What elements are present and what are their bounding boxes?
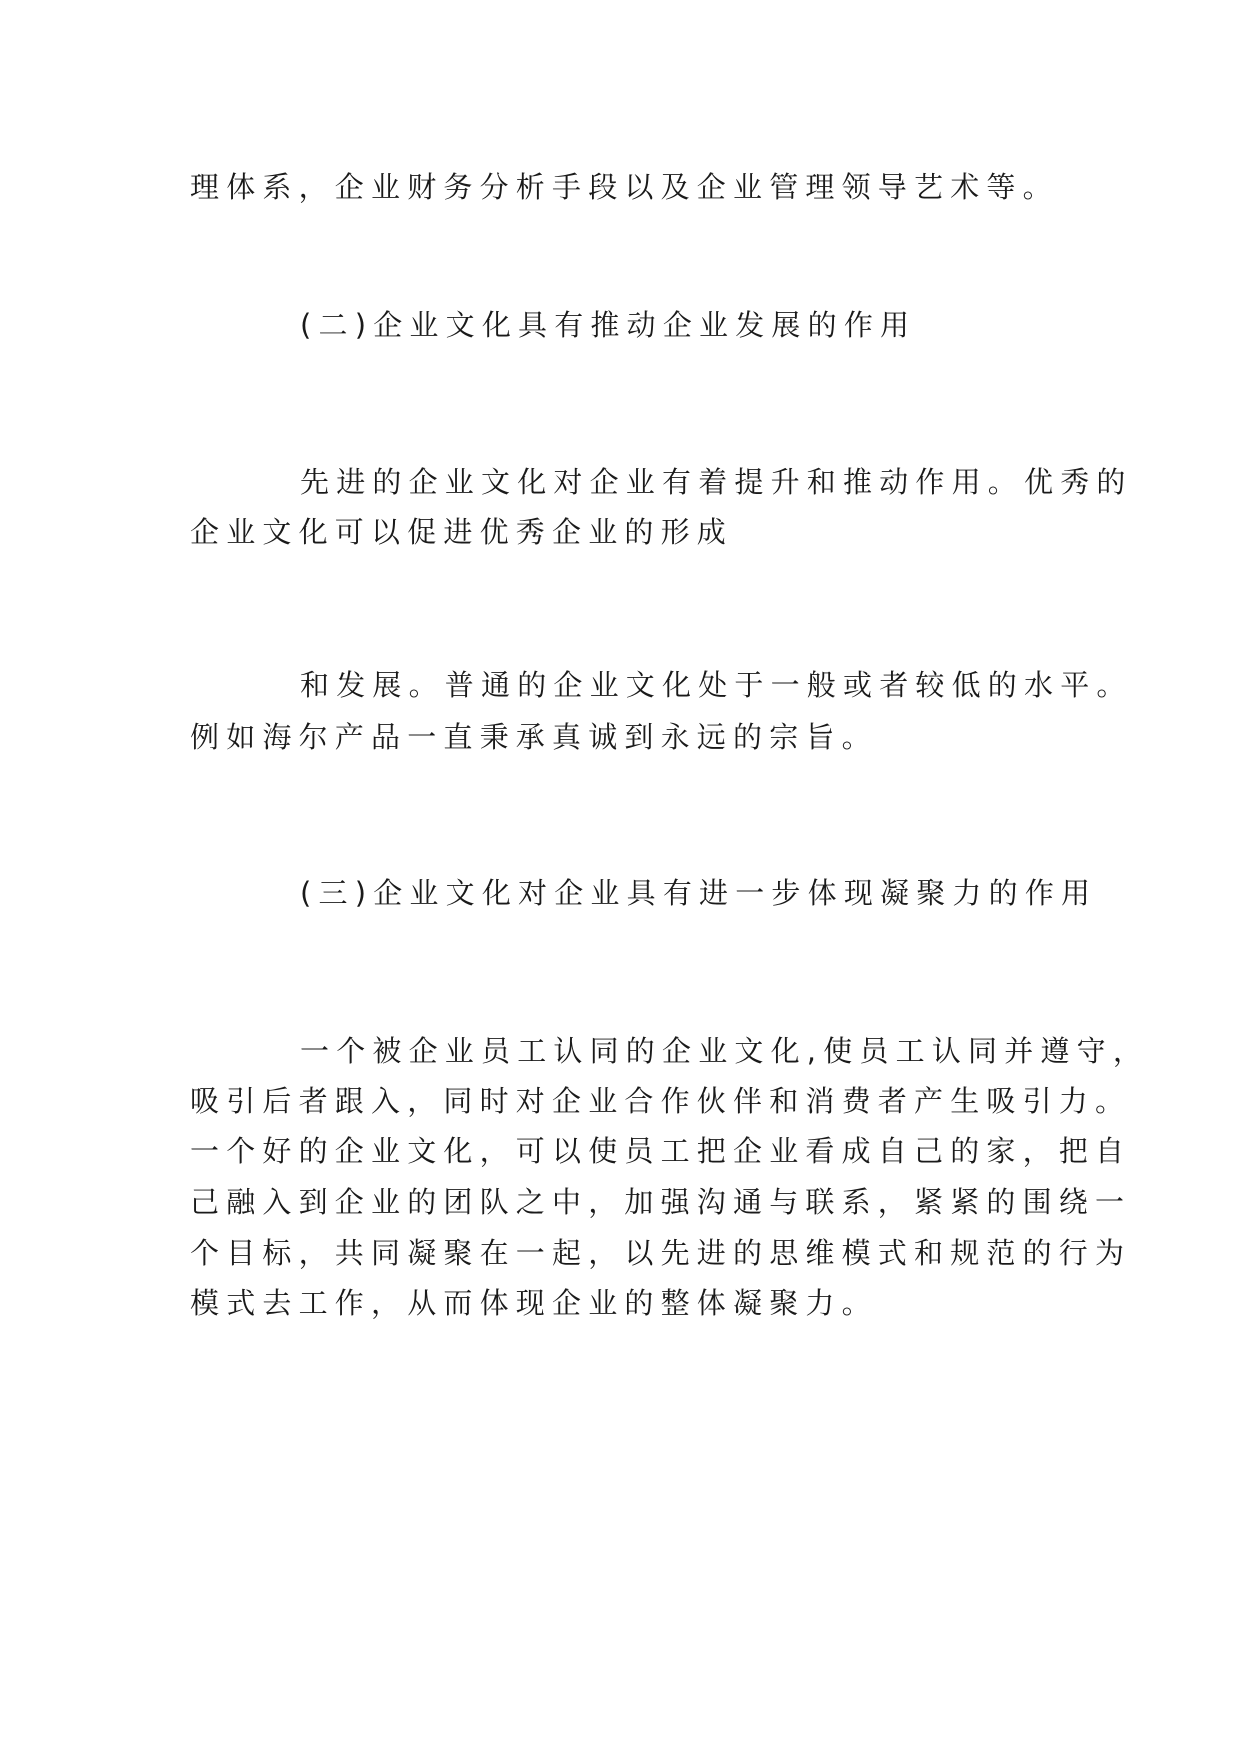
paragraph-line: 己融入到企业的团队之中，加强沟通与联系，紧紧的围绕一 xyxy=(190,1185,1132,1219)
section-heading-3: (三)企业文化对企业具有进一步体现凝聚力的作用 xyxy=(300,876,1098,910)
paragraph-line: 一个被企业员工认同的企业文化,使员工认同并遵守， xyxy=(300,1034,1150,1068)
paragraph-line: 模式去工作，从而体现企业的整体凝聚力。 xyxy=(190,1286,878,1320)
paragraph-line: 和发展。普通的企业文化处于一般或者较低的水平。 xyxy=(300,668,1133,702)
paragraph-line: 企业文化可以促进优秀企业的形成 xyxy=(190,515,734,549)
paragraph-line: 一个好的企业文化，可以使员工把企业看成自己的家，把自 xyxy=(190,1134,1132,1168)
paragraph-line: 先进的企业文化对企业有着提升和推动作用。优秀的 xyxy=(300,465,1133,499)
paragraph-continuation-line: 理体系，企业财务分析手段以及企业管理领导艺术等。 xyxy=(190,170,1059,204)
section-heading-2: (二)企业文化具有推动企业发展的作用 xyxy=(300,308,917,342)
paragraph-line: 例如海尔产品一直秉承真诚到永远的宗旨。 xyxy=(190,720,878,754)
paragraph-line: 吸引后者跟入，同时对企业合作伙伴和消费者产生吸引力。 xyxy=(190,1084,1132,1118)
paragraph-line: 个目标，共同凝聚在一起，以先进的思维模式和规范的行为 xyxy=(190,1236,1132,1270)
